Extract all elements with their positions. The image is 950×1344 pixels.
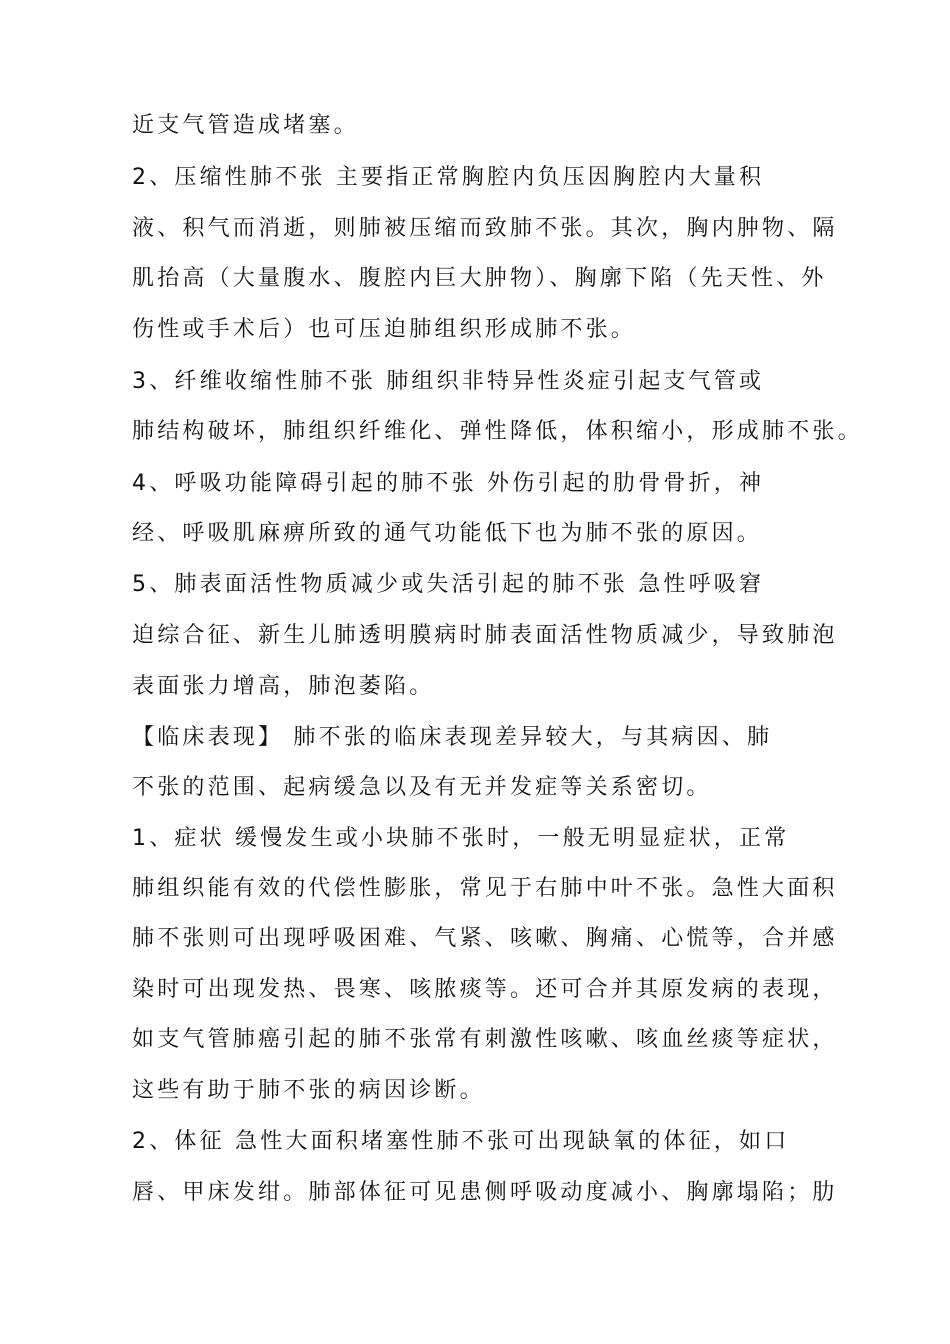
- text-line: 不张的范围、起病缓急以及有无并发症等关系密切。: [132, 775, 712, 800]
- text-line: 唇、甲床发绀。肺部体征可见患侧呼吸动度减小、胸廓塌陷；肋: [132, 1180, 838, 1205]
- text-line: 如支气管肺癌引起的肺不张常有刺激性咳嗽、咳血丝痰等症状，: [132, 1027, 838, 1052]
- text-line: 经、呼吸肌麻痹所致的通气功能低下也为肺不张的原因。: [132, 521, 763, 546]
- text-line: 染时可出现发热、畏寒、咳脓痰等。还可合并其原发病的表现，: [132, 977, 838, 1002]
- text-line: 肌抬高（大量腹水、腹腔内巨大肿物）、胸廓下陷（先天性、外: [132, 266, 827, 291]
- text-line: 肺不张则可出现呼吸困难、气紧、咳嗽、胸痛、心慌等，合并感: [132, 926, 838, 951]
- text-line: 这些有助于肺不张的病因诊断。: [132, 1078, 485, 1103]
- text-line: 迫综合征、新生儿肺透明膜病时肺表面活性物质减少，导致肺泡: [132, 623, 838, 648]
- text-line: 【临床表现】 肺不张的临床表现差异较大，与其病因、肺: [132, 725, 773, 750]
- text-line: 肺组织能有效的代偿性膨胀，常见于右肺中叶不张。急性大面积: [132, 876, 838, 901]
- text-line: 肺结构破坏，肺组织纤维化、弹性降低，体积缩小，形成肺不张。: [132, 419, 863, 444]
- text-line: 伤性或手术后）也可压迫肺组织形成肺不张。: [132, 317, 637, 342]
- text-line: 液、积气而消逝，则肺被压缩而致肺不张。其次，胸内肿物、隔: [132, 216, 838, 241]
- text-line: 表面张力增高，肺泡萎陷。: [132, 674, 435, 699]
- text-line: 近支气管造成堵塞。: [132, 113, 359, 138]
- text-line: 1、症状 缓慢发生或小块肺不张时，一般无明显症状，正常: [132, 826, 790, 851]
- text-line: 5、肺表面活性物质减少或失活引起的肺不张 急性呼吸窘: [132, 572, 765, 597]
- text-line: 2、体征 急性大面积堵塞性肺不张可出现缺氧的体征，如口: [132, 1129, 790, 1154]
- text-line: 2、压缩性肺不张 主要指正常胸腔内负压因胸腔内大量积: [132, 165, 765, 190]
- text-line: 4、呼吸功能障碍引起的肺不张 外伤引起的肋骨骨折，神: [132, 471, 765, 496]
- text-line: 3、纤维收缩性肺不张 肺组织非特异性炎症引起支气管或: [132, 369, 765, 394]
